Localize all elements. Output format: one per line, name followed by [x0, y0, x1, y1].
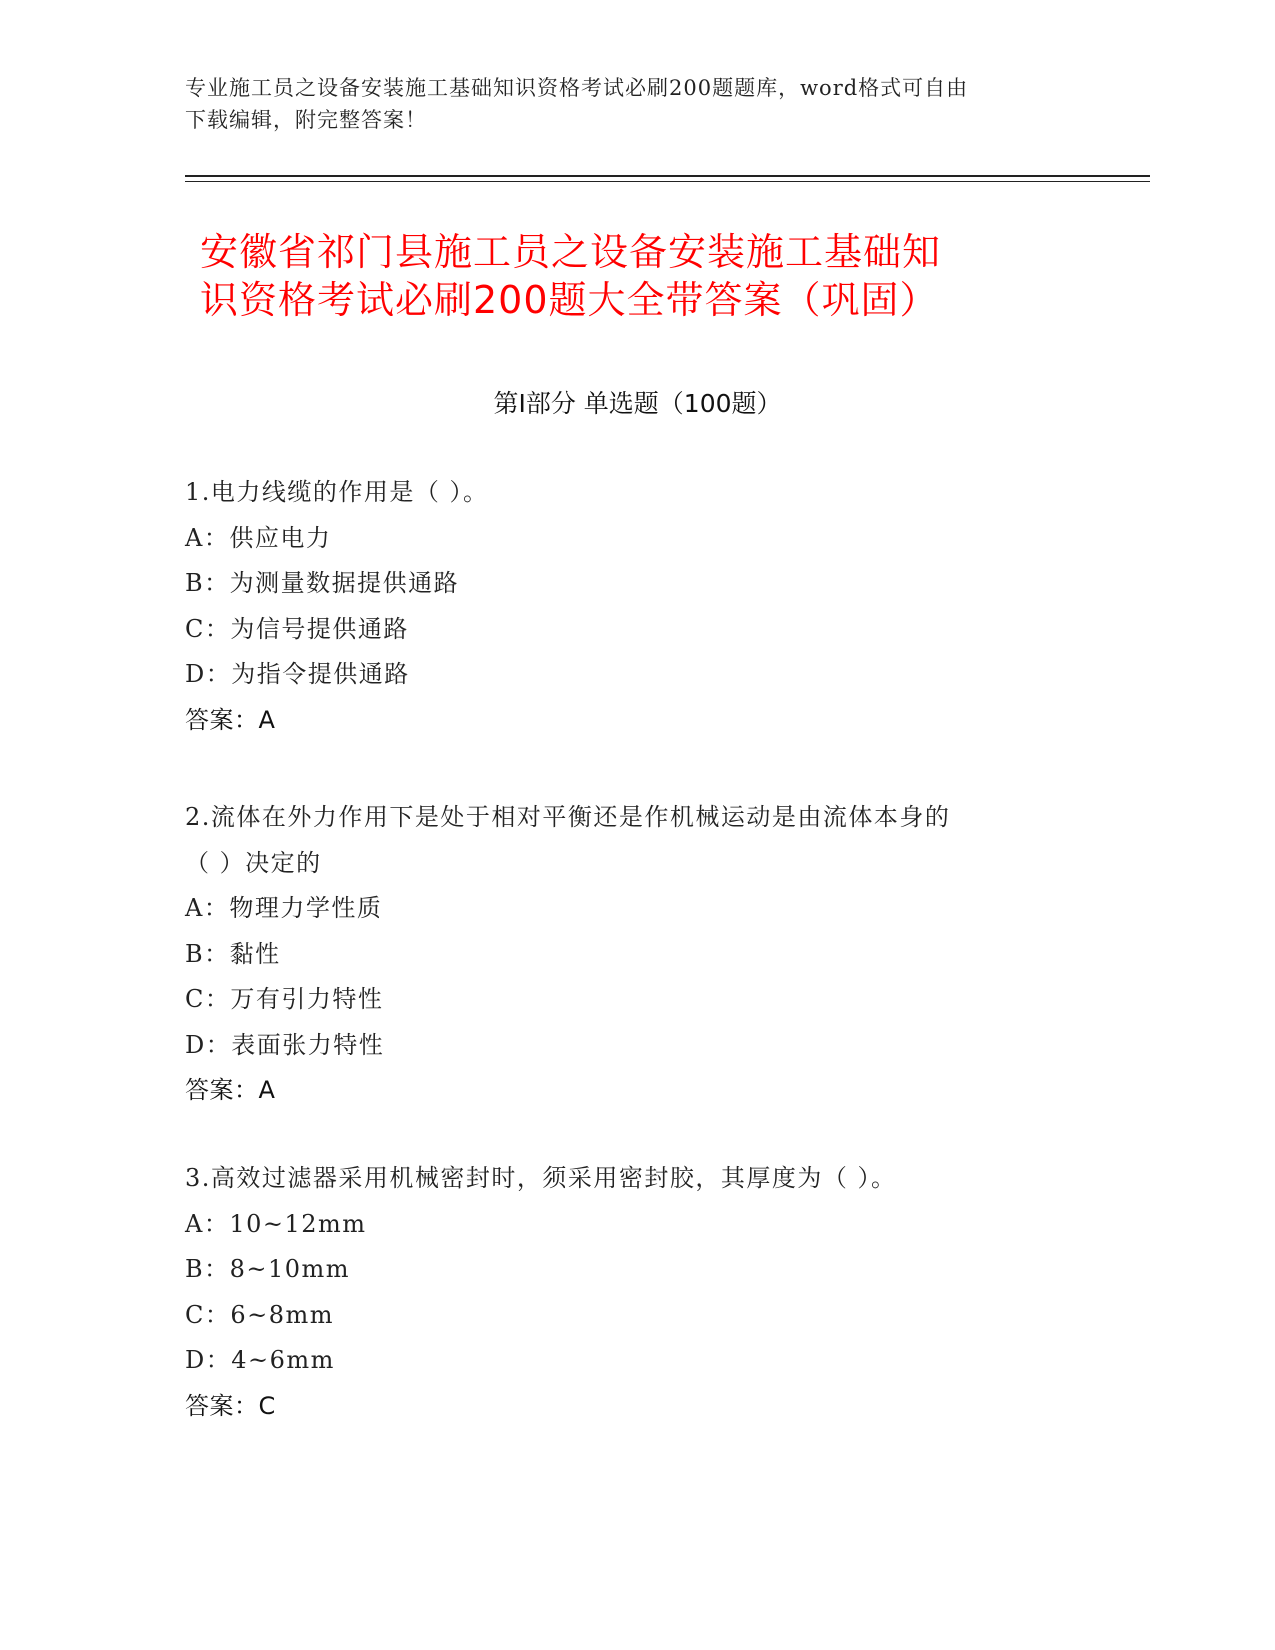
question-2 — [185, 795, 1085, 1114]
option-b: B：8~10mm — [185, 1255, 351, 1283]
option-c: C：6~8mm — [185, 1300, 335, 1329]
answer: 答案：C — [185, 1391, 276, 1420]
header-divider-thick — [185, 175, 1150, 177]
question-1 — [185, 470, 1085, 743]
header-divider-thin — [185, 181, 1150, 182]
answer: 答案：A — [185, 705, 276, 734]
question-stem: 1.电力线缆的作用是（ ）。 — [185, 478, 489, 506]
option-c: C：为信号提供通路 — [185, 614, 409, 643]
question-stem: 3.高效过滤器采用机械密封时，须采用密封胶，其厚度为（ ）。 — [185, 1164, 897, 1192]
option-a: A：供应电力 — [185, 523, 332, 552]
document-title — [200, 228, 1100, 324]
option-d: D：4~6mm — [185, 1346, 335, 1374]
option-b: B：黏性 — [185, 939, 281, 968]
option-d: D：为指令提供通路 — [185, 660, 410, 688]
question-stem-continued: （ ）决定的 — [185, 848, 322, 877]
option-a: A：物理力学性质 — [185, 894, 383, 922]
header-note-line-1: 专业施工员之设备安装施工基础知识资格考试必刷200题题库，word格式可自由 — [185, 76, 969, 100]
header-note-line-2: 下载编辑，附完整答案！ — [185, 108, 427, 132]
option-b: B：为测量数据提供通路 — [185, 569, 460, 597]
option-d: D：表面张力特性 — [185, 1030, 385, 1059]
question-stem: 2.流体在外力作用下是处于相对平衡还是作机械运动是由流体本身的 — [185, 803, 951, 831]
header-note — [185, 72, 1085, 136]
question-3 — [185, 1156, 1085, 1429]
option-c: C：万有引力特性 — [185, 985, 384, 1013]
answer: 答案：A — [185, 1076, 276, 1104]
section-heading: 第Ⅰ部分 单选题（100题） — [493, 389, 782, 418]
option-a: A：10~12mm — [185, 1209, 367, 1238]
document-title-line-1: 安徽省祁门县施工员之设备安装施工基础知 — [200, 230, 942, 274]
document-title-line-2: 识资格考试必刷200题大全带答案（巩固） — [200, 278, 939, 322]
